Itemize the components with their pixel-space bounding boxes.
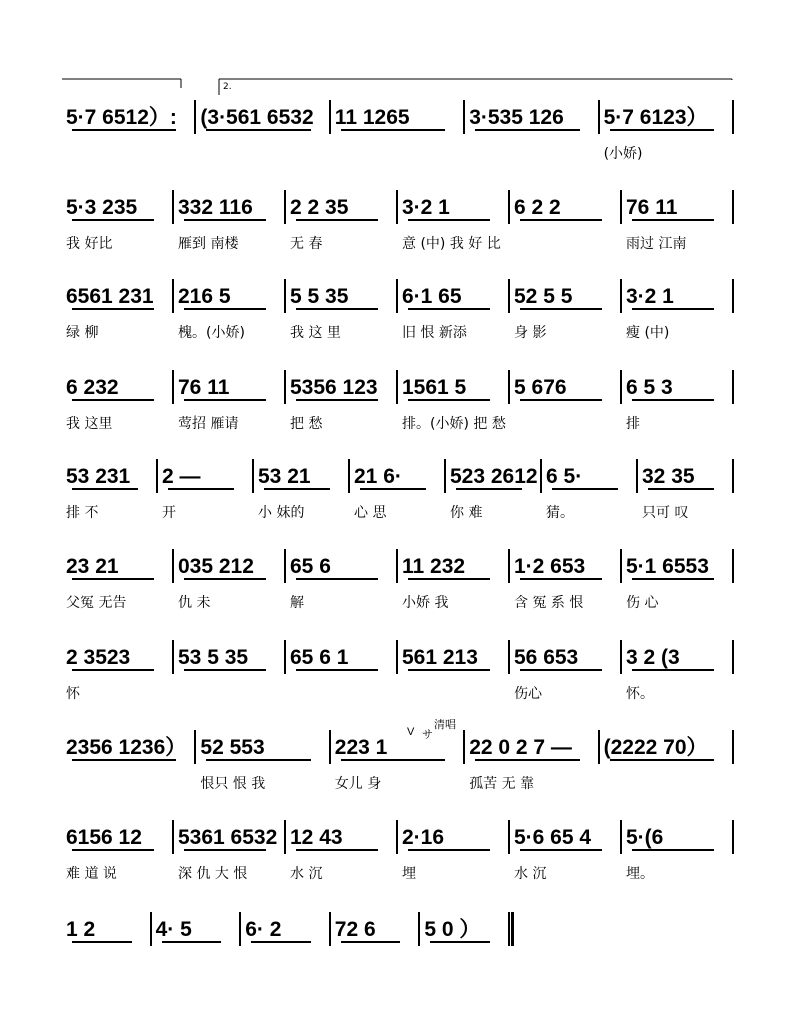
beam-line [520, 308, 602, 310]
lyrics-line [62, 232, 734, 256]
beam-line [520, 219, 602, 221]
measure-notes: 5361 6532 [178, 826, 278, 849]
notes-line [62, 547, 734, 587]
measure-notes: (2222 70） [603, 736, 708, 759]
beam-line [520, 578, 602, 580]
barline [194, 100, 196, 134]
beam-line [632, 308, 714, 310]
beam-line [72, 759, 176, 761]
lyric-text: 含 冤 系 恨 [514, 595, 584, 611]
barline [172, 370, 174, 404]
notes-line [62, 728, 734, 768]
score-row [62, 638, 734, 718]
lyric-text: 你 难 [450, 505, 483, 521]
final-barline [508, 912, 514, 946]
barline [194, 730, 196, 764]
barline [732, 549, 734, 583]
barline [540, 459, 542, 493]
beam-line [632, 399, 714, 401]
barline [284, 279, 286, 313]
beam-line [168, 488, 234, 490]
lyric-text: 伤心 [514, 686, 542, 702]
barline [732, 640, 734, 674]
lyric-text: 排 不 [66, 505, 99, 521]
barline [396, 820, 398, 854]
barline [620, 640, 622, 674]
lyric-text: 排。(小娇) 把 愁 [402, 416, 506, 432]
barline [284, 549, 286, 583]
lyric-text: 恨只 恨 我 [200, 776, 266, 792]
score-row [62, 188, 734, 268]
notes-line [62, 910, 510, 950]
notes-line [62, 818, 734, 858]
beam-line [456, 488, 522, 490]
beam-line [610, 129, 714, 131]
beam-line [408, 219, 490, 221]
measure-notes: 1·2 653 [514, 555, 586, 578]
qingchang-mark: 清唱 [434, 719, 456, 731]
measure-notes: 52 5 5 [514, 285, 573, 308]
measure-notes: 223 1 [334, 736, 388, 759]
lyric-text: 水 沉 [290, 866, 323, 882]
beam-line [72, 849, 154, 851]
beam-line [184, 308, 266, 310]
barline [329, 912, 331, 946]
notes-line [62, 277, 734, 317]
barline [172, 640, 174, 674]
measure-notes: 6561 231 [66, 285, 154, 308]
measure-notes: 5356 123 [290, 376, 378, 399]
measure-notes: 5·3 235 [66, 196, 138, 219]
barline [172, 279, 174, 313]
beam-line [72, 578, 154, 580]
barline [598, 730, 600, 764]
barline [172, 549, 174, 583]
measure-notes: 5 5 35 [290, 285, 349, 308]
barline [732, 820, 734, 854]
beam-line [72, 129, 176, 131]
lyric-text: 开 [162, 505, 176, 521]
beam-line [341, 941, 401, 943]
measure-notes: 6 5· [546, 465, 583, 488]
lyric-text: (小娇) [603, 146, 643, 162]
barline [620, 549, 622, 583]
notes-line [62, 368, 734, 408]
lyrics-line [62, 862, 734, 886]
barline [284, 190, 286, 224]
measure-notes: 76 11 [178, 376, 230, 399]
barline [329, 730, 331, 764]
barline [284, 370, 286, 404]
barline [150, 912, 152, 946]
beam-line [206, 759, 310, 761]
lyrics-line [62, 142, 734, 166]
beam-line [72, 488, 138, 490]
beam-line [72, 308, 154, 310]
measure-notes: 6156 12 [66, 826, 142, 849]
beam-line [408, 849, 490, 851]
lyric-text: 我 这里 [66, 416, 113, 432]
barline [620, 370, 622, 404]
measure-notes: 2 3523 [66, 646, 131, 669]
barline [620, 279, 622, 313]
score-row [62, 719, 734, 808]
measure-notes: 1 2 [66, 918, 96, 941]
beam-line [296, 308, 378, 310]
beam-line [520, 669, 602, 671]
beam-line [632, 578, 714, 580]
measure-notes: 5·1 6553 [626, 555, 709, 578]
lyric-text: 槐。(小娇) [178, 325, 245, 341]
beam-line [296, 219, 378, 221]
score-row [62, 98, 734, 178]
barline [348, 459, 350, 493]
score-row [62, 818, 734, 898]
beam-line [296, 399, 378, 401]
measure-notes: 5·6 65 4 [514, 826, 592, 849]
lyric-text: 把 愁 [290, 416, 323, 432]
lyric-text: 无 春 [290, 236, 323, 252]
beam-line [341, 129, 445, 131]
barline [732, 459, 734, 493]
beam-line [296, 669, 378, 671]
lyric-text: 心 思 [354, 505, 387, 521]
measure-notes: 523 2612 [450, 465, 538, 488]
lyric-text: 解 [290, 595, 304, 611]
lyric-text: 水 沉 [514, 866, 547, 882]
beam-line [648, 488, 714, 490]
beam-line [430, 941, 490, 943]
lyrics-line [62, 321, 734, 345]
measure-notes: 65 6 [290, 555, 331, 578]
notes-line [62, 98, 734, 138]
measure-notes: 56 653 [514, 646, 579, 669]
lyric-text: 意 (中) 我 好 比 [402, 236, 501, 252]
lyric-text: 莺招 雁请 [178, 416, 239, 432]
beam-line [475, 759, 579, 761]
lyric-text: 小 妹的 [258, 505, 305, 521]
barline [463, 100, 465, 134]
barline [284, 640, 286, 674]
beam-line [475, 129, 579, 131]
measure-notes: 21 6· [354, 465, 402, 488]
measure-notes: 76 11 [626, 196, 678, 219]
barline [252, 459, 254, 493]
measure-notes: 216 5 [178, 285, 231, 308]
beam-line [296, 578, 378, 580]
barline [508, 640, 510, 674]
score-row [62, 457, 734, 537]
beam-line [162, 941, 222, 943]
beam-line [408, 578, 490, 580]
score-row [62, 368, 734, 448]
barline [732, 370, 734, 404]
beam-line [184, 849, 266, 851]
measure-notes: 2 — [162, 465, 201, 488]
measure-notes: 12 43 [290, 826, 343, 849]
barline [732, 730, 734, 764]
measure-notes: 22 0 2 7 — [469, 736, 572, 759]
measure-notes: 5·7 6123） [603, 106, 708, 129]
measure-notes: 5·(6 [626, 826, 664, 849]
measure-notes: 3 2 (3 [626, 646, 680, 669]
beam-line [72, 399, 154, 401]
measure-notes: 52 553 [200, 736, 265, 759]
lyric-text: 绿 柳 [66, 325, 99, 341]
lyric-text: 深 仇 大 恨 [178, 866, 248, 882]
barline [620, 190, 622, 224]
lyrics-line [62, 412, 734, 436]
measure-notes: 6 2 2 [514, 196, 561, 219]
measure-notes: 6 5 3 [626, 376, 673, 399]
beam-line [632, 849, 714, 851]
measure-notes: 1561 5 [402, 376, 467, 399]
lyric-text: 孤苦 无 靠 [469, 776, 535, 792]
barline [418, 912, 420, 946]
lyric-text: 旧 恨 新添 [402, 325, 467, 341]
lyric-text: 怀 [66, 686, 80, 702]
barline [732, 100, 734, 134]
measure-notes: 32 35 [642, 465, 695, 488]
beam-line [296, 849, 378, 851]
lyric-text: 怀。 [626, 686, 654, 702]
measure-notes: 53 21 [258, 465, 311, 488]
measure-notes: 65 6 1 [290, 646, 349, 669]
measure-notes: 3·535 126 [469, 106, 564, 129]
lyrics-line [62, 591, 734, 615]
measure-notes: 6· 2 [245, 918, 282, 941]
barline [463, 730, 465, 764]
beam-line [632, 219, 714, 221]
barline [396, 279, 398, 313]
beam-line [408, 308, 490, 310]
volta-label: 2. [223, 82, 232, 92]
measure-notes: 035 212 [178, 555, 254, 578]
notes-line [62, 638, 734, 678]
beam-line [408, 399, 490, 401]
lyric-text: 只可 叹 [642, 505, 689, 521]
breath-mark: V [407, 726, 415, 738]
measure-notes: 2356 1236） [66, 736, 187, 759]
barline [329, 100, 331, 134]
barline [732, 190, 734, 224]
score-row [62, 277, 734, 357]
barline [444, 459, 446, 493]
beam-line [408, 669, 490, 671]
score-row [62, 547, 734, 627]
lyric-text: 身 影 [514, 325, 547, 341]
lyric-text: 猜。 [546, 505, 574, 521]
measure-notes: 5 0 ） [424, 918, 481, 941]
measure-notes: 332 116 [178, 196, 253, 219]
lyric-text: 难 道 说 [66, 866, 117, 882]
lyric-text: 小娇 我 [402, 595, 449, 611]
lyric-text: 我 这 里 [290, 325, 341, 341]
measure-notes: 4· 5 [155, 918, 192, 941]
lyrics-line [62, 682, 734, 706]
beam-line [206, 129, 310, 131]
lyrics-line [62, 772, 734, 796]
beam-line [360, 488, 426, 490]
beam-line [610, 759, 714, 761]
measure-notes: 11 232 [402, 555, 466, 578]
lyric-text: 瘦 (中) [626, 325, 670, 341]
notes-line [62, 188, 734, 228]
barline [172, 190, 174, 224]
lyric-text: 埋。 [626, 866, 654, 882]
measure-notes: 6·1 65 [402, 285, 462, 308]
score-row [62, 910, 510, 990]
beam-line [184, 669, 266, 671]
barline [508, 820, 510, 854]
lyric-text: 伤 心 [626, 595, 659, 611]
measure-notes: 3·2 1 [402, 196, 450, 219]
measure-notes: 5·7 6512）: [66, 106, 177, 129]
measure-notes: 53 231 [66, 465, 131, 488]
beam-line [72, 941, 132, 943]
measure-notes: (3·561 6532 [200, 106, 314, 129]
lyric-text: 雨过 江南 [626, 236, 687, 252]
barline [172, 820, 174, 854]
barline [508, 190, 510, 224]
barline [396, 190, 398, 224]
beam-line [264, 488, 330, 490]
beam-line [251, 941, 311, 943]
barline [396, 640, 398, 674]
lyric-text: 我 好比 [66, 236, 113, 252]
beam-line [632, 669, 714, 671]
barline [636, 459, 638, 493]
barline [508, 370, 510, 404]
measure-notes: 11 1265 [334, 106, 410, 129]
beam-line [184, 578, 266, 580]
lyrics-line [62, 954, 510, 978]
barline [284, 820, 286, 854]
measure-notes: 2 2 35 [290, 196, 349, 219]
measure-notes: 72 6 [334, 918, 376, 941]
measure-notes: 3·2 1 [626, 285, 674, 308]
measure-notes: 53 5 35 [178, 646, 249, 669]
barline [598, 100, 600, 134]
notes-line [62, 457, 734, 497]
beam-line [184, 219, 266, 221]
beam-line [72, 669, 154, 671]
lyric-text: 雁到 南楼 [178, 236, 239, 252]
measure-notes: 6 232 [66, 376, 119, 399]
lyric-text: 仇 未 [178, 595, 211, 611]
beam-line [341, 759, 445, 761]
measure-notes: 5 676 [514, 376, 567, 399]
sa-mark: サ [422, 729, 433, 741]
barline [239, 912, 241, 946]
lyric-text: 排 [626, 416, 640, 432]
beam-line [552, 488, 618, 490]
lyric-text: 父冤 无告 [66, 595, 127, 611]
barline [396, 370, 398, 404]
measure-notes: 561 213 [402, 646, 478, 669]
beam-line [72, 219, 154, 221]
barline [508, 279, 510, 313]
measure-notes: 2·16 [402, 826, 445, 849]
lyric-text: 女儿 身 [334, 776, 382, 792]
barline [732, 279, 734, 313]
barline [396, 549, 398, 583]
beam-line [520, 399, 602, 401]
barline [508, 549, 510, 583]
beam-line [520, 849, 602, 851]
measure-notes: 23 21 [66, 555, 119, 578]
barline [156, 459, 158, 493]
lyrics-line [62, 501, 734, 525]
lyric-text: 埋 [402, 866, 416, 882]
barline [620, 820, 622, 854]
beam-line [184, 399, 266, 401]
